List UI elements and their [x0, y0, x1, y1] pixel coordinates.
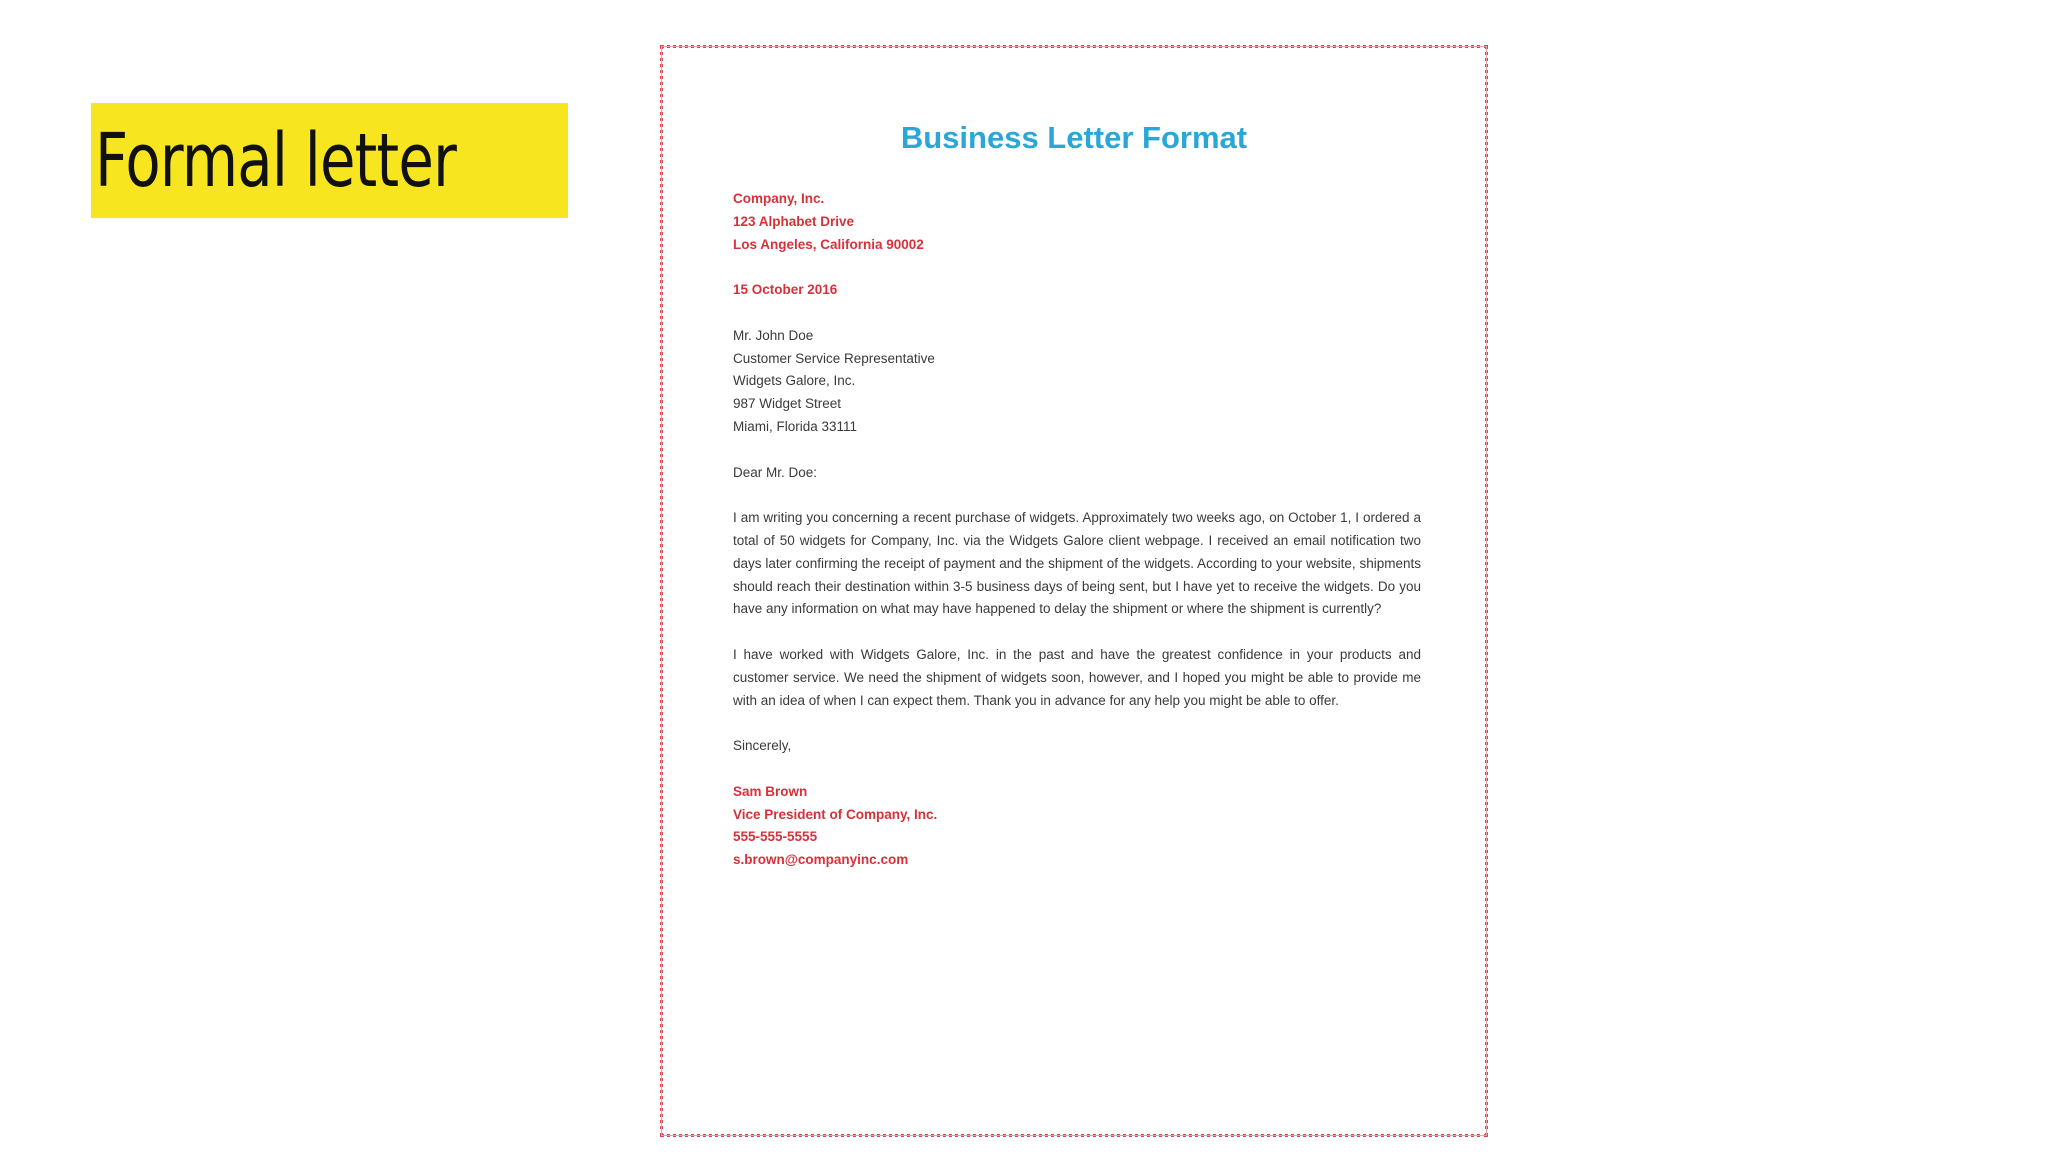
- recipient-address: [733, 325, 1421, 439]
- recipient-city: Miami, Florida 33111: [733, 418, 858, 434]
- recipient-title: Customer Service Representative: [733, 350, 935, 366]
- body-paragraph: I have worked with Widgets Galore, Inc. in the past and have the greatest confidence in your products and customer service. We need the shipment of widgets soon, however, and I hoped you might be able to provide me with an idea of when I can expect them. Thank you in advance for any help you might be able to offer.: [733, 646, 1421, 708]
- letter-date: 15 October 2016: [733, 282, 838, 298]
- signature-name: Sam Brown: [733, 783, 808, 799]
- letter-heading: Business Letter Format: [900, 120, 1248, 155]
- letter-page: [660, 45, 1488, 1137]
- letter-body: [733, 188, 1421, 895]
- recipient-street: 987 Widget Street: [733, 396, 842, 412]
- recipient-company: Widgets Galore, Inc.: [733, 373, 856, 389]
- sender-company: Company, Inc.: [733, 191, 825, 206]
- body-paragraph: I am writing you concerning a recent purchase of widgets. Approximately two weeks ago, on October 1, I ordered a total of 50 widgets for Company, Inc. via the Widgets Galore client webpage. I received an email notification two days later confirming the receipt of payment and the shipment of the widgets. According to your website, shipments should reach their destination within 3-5 business days of being sent, but I have yet to receive the widgets. Do you have any information on what may have happened to delay the shipment or where the shipment is currently?: [733, 510, 1421, 617]
- recipient-name: Mr. John Doe: [733, 327, 814, 343]
- closing: Sincerely,: [733, 738, 792, 754]
- letter-date-block: [733, 279, 1421, 302]
- signature-block: [733, 781, 1421, 872]
- slide-title: Formal letter: [95, 117, 457, 204]
- signature-phone: 555-555-5555: [733, 829, 818, 845]
- sender-address: [733, 188, 1421, 256]
- salutation: Dear Mr. Doe:: [733, 464, 818, 480]
- signature-title: Vice President of Company, Inc.: [733, 806, 938, 822]
- signature-email: s.brown@companyinc.com: [733, 852, 909, 868]
- sender-street: 123 Alphabet Drive: [733, 213, 855, 229]
- slide-title-banner: [91, 103, 568, 218]
- sender-city: Los Angeles, California 90002: [733, 236, 924, 252]
